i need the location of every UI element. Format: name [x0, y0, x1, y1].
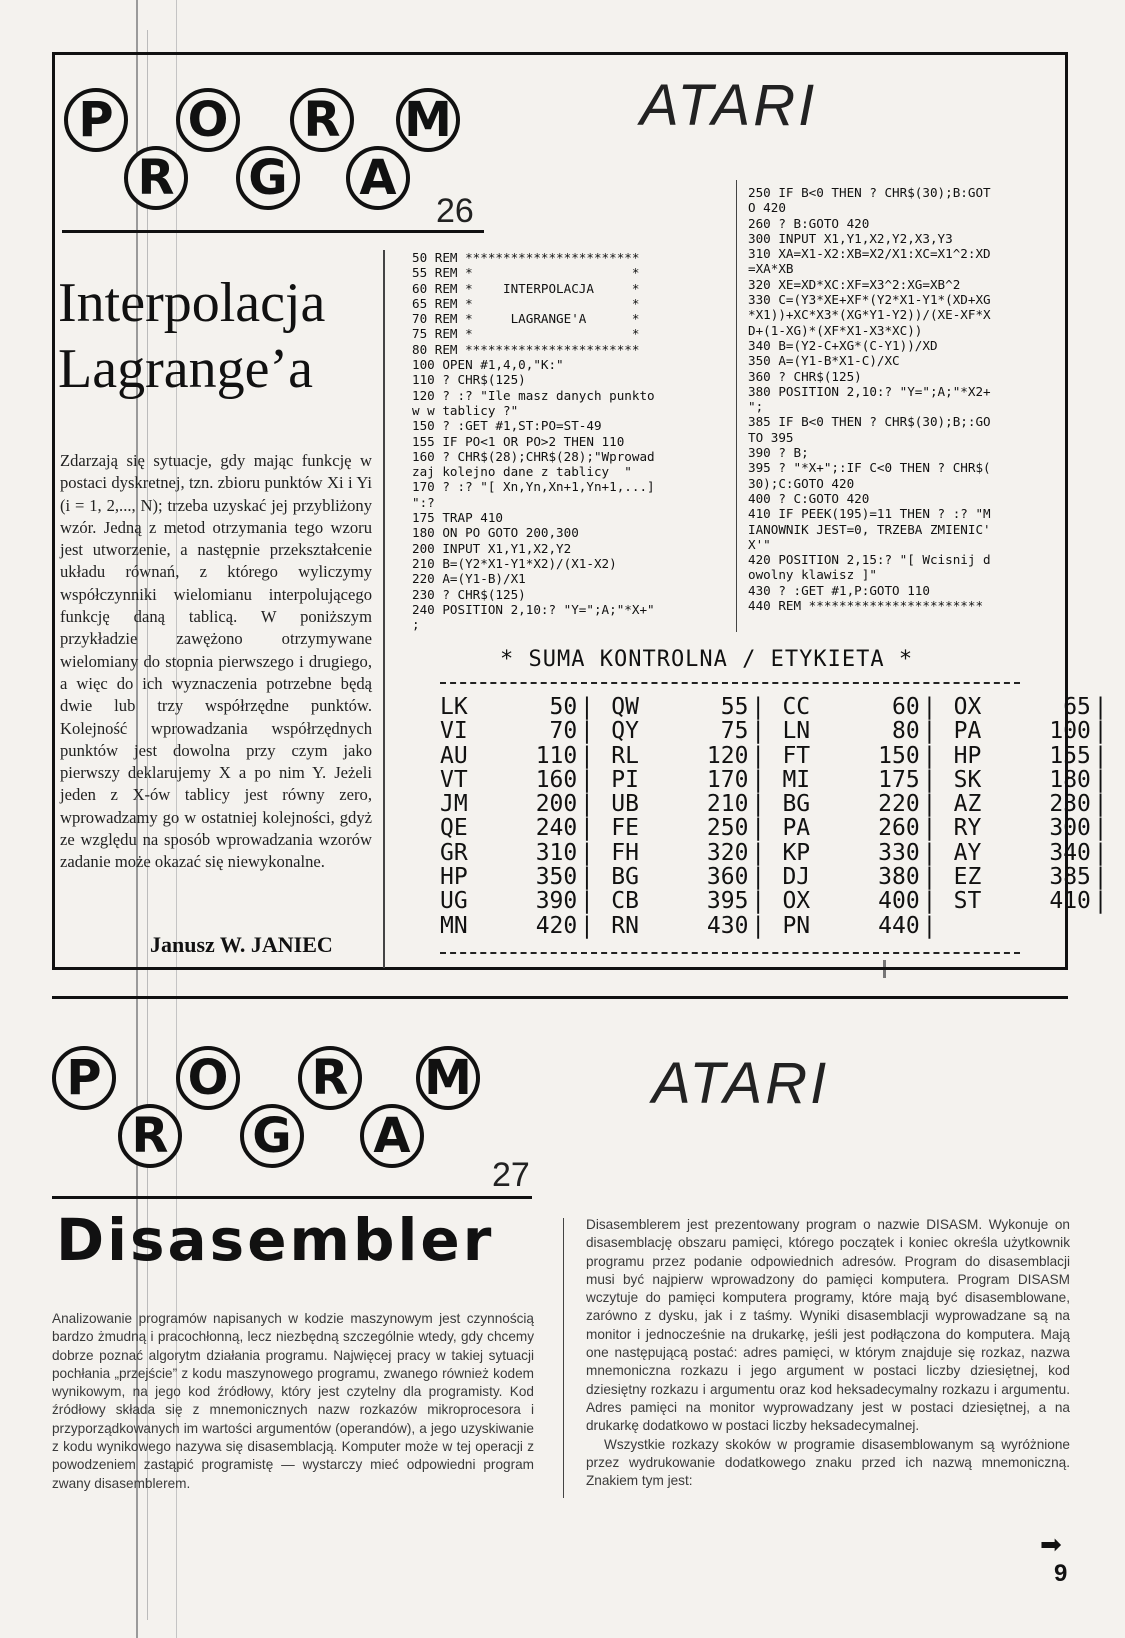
logo-letter: O [176, 1046, 240, 1110]
checksum-line-number: 80 [891, 718, 920, 745]
logo-letter: G [236, 146, 300, 210]
logo-letter: R [298, 1046, 362, 1110]
checksum-label: HP [440, 864, 468, 891]
checksum-label: PN [782, 912, 811, 939]
checksum-separator: | [580, 718, 594, 745]
checksum-line-number: 250 [706, 815, 749, 842]
checksum-line-number: 385 [1049, 864, 1091, 891]
checksum-label: QW [611, 694, 639, 720]
checksum-row [440, 816, 1125, 840]
column-divider-2 [563, 1218, 564, 1498]
checksum-label: LN [782, 718, 811, 745]
checksum-label: MN [440, 912, 468, 939]
checksum-label: MI [782, 766, 811, 793]
checksum-line-number: 120 [706, 742, 749, 769]
checksum-line-number: 110 [535, 742, 578, 769]
checksum-separator: | [580, 742, 594, 769]
article-body-col1: Analizowanie programów napisanych w kodzie maszynowym jest czynnością bardzo żmudną i pracochłonną, lecz niezbędną szczególnie wtedy, gdy chcemy dobrze poznać algorytm działania programu. Najwięcej pracy w takiej sytuacji pochłania „przejście” z kodu maszynowego programu, zwanego również kodem wynikowym, na jego kod źródłowy, który jest czytelny dla programisty. Kod źródłowy składa się z mnemonicznych nazw rozkazów mikroprocesora i przyporządkowanych im wartości argumentów (operandów), a jego uzyskiwanie z kodu wynikowego nazywa się disasemblacją. Komputer może w tej operacji z powodzeniem zastąpić programistę — wystarczy mieć odpowiedni program zwany disasemblerem. [52, 1311, 534, 1491]
title-line-1: Interpolacja [58, 272, 326, 334]
checksum-title: * SUMA KONTROLNA / ETYKIETA * [500, 647, 914, 672]
checksum-separator: | [922, 718, 937, 745]
col2-paragraph-2: Wszystkie rozkazy skoków w programie disasemblowanym są wyróżnione przez wydrukowanie dodatkowego znaku przed ich nazwą mnemoniczną. Znakiem tym jest: [586, 1436, 1070, 1489]
checksum-label: CC [782, 694, 811, 720]
continue-arrow-icon: ➡ [1040, 1530, 1062, 1560]
checksum-row [440, 914, 1125, 938]
checksum-line-number: 55 [720, 694, 749, 720]
checksum-label: RN [611, 912, 639, 939]
checksum-label: AY [953, 839, 982, 866]
checksum-line-number [1031, 914, 1091, 938]
checksum-label: OX [953, 694, 982, 720]
checksum-separator: | [1093, 815, 1108, 842]
checksum-separator: | [580, 815, 594, 842]
issue-number: 26 [436, 192, 474, 230]
checksum-line-number: 210 [706, 791, 749, 818]
checksum-row [440, 865, 1125, 889]
checksum-row [440, 695, 1125, 719]
checksum-line-number: 440 [878, 912, 920, 939]
code-listing-right: 250 IF B<0 THEN ? CHR$(30);B:GOT O 420 260 ? B:GOTO 420 300 INPUT X1,Y1,X2,Y2,X3,Y3 310 XA=X1-X2:XB=X2/X1:XC=X1^2:XD =XA*XB 320 XE=XD*XC:XF=X3^2:XG=XB^2 330 C=(Y3*XE+XF*(Y2*X1-Y1*(XD+XG *X1))+XC*X3*(XG*Y1-Y2))/(XE-XF*X D+(1-XG)*(XF*X1-X3*XC)) 340 B=(Y2-C+XG*(C-Y1))/XD 350 A=(Y1-B*X1-C)/XC 360 ? CHR$(125) 380 POSITION 2,10:? "Y=";A;"*X2+ "; 385 IF B<0 THEN ? CHR$(30);B;:GO TO 395 390 ? B; 395 ? "*X+";:IF C<0 THEN ? CHR$( 30);C:GOTO 420 400 ? C:GOTO 420 410 IF PEEK(195)=11 THEN ? :? "M IANOWNIK JEST=0, TRZEBA ZMIENIC' X'" 420 POSITION 2,15:? "[ Wcisnij d owolny klawisz ]" 430 ? :GET #1,P:GOTO 110 440 REM *********************** [748, 185, 991, 614]
article-author: Janusz W. JANIEC [150, 932, 333, 957]
checksum-line-number: 100 [1049, 718, 1091, 745]
checksum-line-number: 150 [878, 742, 920, 769]
checksum-separator: | [1093, 766, 1108, 793]
title-rule [62, 230, 484, 233]
checksum-separator: | [751, 864, 766, 891]
column-divider [383, 250, 385, 968]
checksum-separator: | [922, 791, 937, 818]
checksum-label: EZ [953, 864, 982, 891]
checksum-label: JM [440, 791, 468, 818]
logo-letter: R [290, 88, 354, 152]
checksum-separator: | [922, 839, 937, 866]
checksum-label: GR [440, 839, 468, 866]
checksum-separator: | [751, 791, 766, 818]
checksum-label: UB [611, 791, 639, 818]
checksum-separator: | [1093, 864, 1108, 891]
checksum-label: VT [440, 766, 468, 793]
checksum-label: PI [611, 766, 639, 793]
checksum-line-number: 160 [535, 766, 578, 793]
title-line-2: Lagrange’a [58, 338, 313, 400]
checksum-separator: | [580, 912, 594, 939]
checksum-separator: | [1093, 791, 1108, 818]
checksum-row [440, 719, 1125, 743]
checksum-label: UG [440, 888, 468, 915]
checksum-label: CB [611, 888, 639, 915]
checksum-line-number: 170 [706, 766, 749, 793]
checksum-separator: | [751, 815, 766, 842]
platform-label-2: ATARI [652, 1051, 830, 1116]
checksum-line-number: 310 [535, 839, 578, 866]
page-number: 9 [1054, 1560, 1068, 1587]
logo-letter: O [176, 88, 240, 152]
checksum-row [440, 889, 1125, 913]
checksum-line-number: 155 [1049, 742, 1091, 769]
checksum-line-number: 50 [549, 694, 578, 720]
checksum-line-number: 180 [1049, 766, 1091, 793]
checksum-line-number: 260 [878, 815, 920, 842]
checksum-label: FH [611, 839, 639, 866]
checksum-separator: | [922, 888, 937, 915]
checksum-label: OX [782, 888, 811, 915]
checksum-line-number: 230 [1049, 791, 1091, 818]
checksum-separator: | [580, 864, 594, 891]
logo-letter: M [416, 1046, 480, 1110]
checksum-line-number: 350 [535, 864, 578, 891]
checksum-separator: | [580, 888, 594, 915]
checksum-separator: | [1093, 839, 1108, 866]
checksum-line-number: 175 [878, 766, 920, 793]
checksum-line-number: 220 [878, 791, 920, 818]
checksum-separator: | [1093, 718, 1108, 745]
col2-paragraph-1: Disasemblerem jest prezentowany program o nazwie DISASM. Wykonuje on disasemblację obszaru pamięci, którego początek i koniec określa użytkownik programu przez podanie odpowiednich adresów. Program do disasemblacji musi być najpierw wprowadzony do pamięci komputera. Program DISASM wczytuje do pamięci komputera programy, które mają być disasemblowane, zarówno z dysku, jak i z taśmy. Wyniki disasemblacji wyprowadzane są na monitor i jednocześnie na drukarkę, jeśli jest podłączona do komputera. Mają one następującą postać: adres pamięci, w którym znajduje się rozkaz, nazwa mnemoniczna rozkazu i jego argument w postaci liczby dziesiętnej, kod dziesiętny rozkazu i argumentu oraz kod heksadecymalny rozkazu i argumentu. Adres pamięci na monitor wyprowadzany jest w postaci dziesiętnej, a na drukarkę dodatkowo w postaci liczby heksadecymalnej. [586, 1217, 1070, 1434]
checksum-label: FT [782, 742, 811, 769]
logo-letter: A [360, 1104, 424, 1168]
checksum-label: RY [953, 815, 982, 842]
checksum-line-number: 400 [878, 888, 920, 915]
checksum-separator: | [922, 766, 937, 793]
checksum-line-number: 330 [878, 839, 920, 866]
checksum-label: ST [953, 888, 982, 915]
checksum-label: BG [782, 791, 811, 818]
checksum-line-number: 70 [549, 718, 578, 745]
checksum-separator [1091, 914, 1110, 938]
checksum-separator: | [922, 742, 937, 769]
checksum-separator: | [580, 766, 594, 793]
program-logo [62, 80, 492, 230]
checksum-label: LK [440, 694, 468, 720]
code-divider [736, 180, 737, 632]
checksum-label: KP [782, 839, 811, 866]
checksum-label: QY [611, 718, 639, 745]
checksum-separator: | [922, 694, 937, 720]
code-listing-left: 50 REM *********************** 55 REM * * 60 REM * INTERPOLACJA * 65 REM * * 70 REM * LAGRANGE'A * 75 REM * * 80 REM *********************** 100 OPEN #1,4,0,"K:" 110 ? CHR$(125) 120 ? :? "Ile masz danych punkto w w tablicy ?" 150 ? :GET #1,ST:PO=ST-49 155 IF PO<1 OR PO>2 THEN 110 160 ? CHR$(28);CHR$(28);"Wprowad zaj kolejno dane z tablicy " 170 ? :? "[ Xn,Yn,Xn+1,Yn+1,...] ":? 175 TRAP 410 180 ON PO GOTO 200,300 200 INPUT X1,Y1,X2,Y2 210 B=(Y2*X1-Y1*X2)/(X1-X2) 220 A=(Y1-B)/X1 230 ? CHR$(125) 240 POSITION 2,10:? "Y=";A;"*X+" ; [412, 250, 655, 633]
checksum-line-number: 395 [706, 888, 749, 915]
checksum-label: DJ [782, 864, 811, 891]
checksum-table [440, 695, 1125, 938]
logo-letter: A [346, 146, 410, 210]
section-rule [52, 996, 1068, 999]
checksum-separator: | [751, 766, 766, 793]
checksum-label: HP [953, 742, 982, 769]
logo-letter: G [240, 1104, 304, 1168]
checksum-line-number: 360 [706, 864, 749, 891]
checksum-label [954, 914, 1031, 938]
checksum-line-number: 320 [706, 839, 749, 866]
article-body-col2 [586, 1216, 1070, 1490]
checksum-separator: | [1093, 694, 1108, 720]
checksum-line-number: 410 [1049, 888, 1091, 915]
checksum-label: AU [440, 742, 468, 769]
checksum-label: RL [611, 742, 639, 769]
checksum-label: BG [611, 864, 639, 891]
checksum-separator: | [751, 742, 766, 769]
checksum-separator: | [922, 864, 937, 891]
checksum-rule-bottom [440, 952, 1020, 954]
checksum-line-number: 430 [706, 912, 749, 939]
checksum-separator: | [751, 694, 766, 720]
checksum-label: FE [611, 815, 639, 842]
checksum-line-number: 65 [1063, 694, 1091, 720]
checksum-separator: | [751, 839, 766, 866]
article-title-2: Disasembler [56, 1206, 495, 1274]
checksum-separator: | [751, 718, 766, 745]
checksum-line-number: 340 [1049, 839, 1091, 866]
checksum-label: QE [440, 815, 468, 842]
article-title [58, 270, 325, 402]
program-logo-2 [50, 1038, 480, 1188]
checksum-line-number: 60 [891, 694, 920, 720]
checksum-separator: | [922, 815, 937, 842]
article-intro: Zdarzają się sytuacje, gdy mając funkcję w postaci dyskretnej, tzn. zbioru punktów Xi i Yi (i = 1, 2,..., N); trzeba uzyskać jej przybliżony wzór. Jedną z metod otrzymania tego wzoru jest utworzenie, a następnie przekształcenie układu równań, z którego wyliczymy współczynniki wielomianu interpolującego funkcję daną tablicą. W poniższym przykładzie zawężono otrzymywane wielomiany do stopnia pierwszego i drugiego, a więc do ich wyznaczenia potrzebne będą dwie lub trzy współrzędne punktów. Kolejność wprowadzania współrzędnych punktów jest dowolna przy czym jako pierwszy deklarujemy X a po nim Y. Jeżeli jeden z X-ów tablicy jest równy zero, wprowadzamy go w ostatniej kolejności, gdyż ze względu na sposób wprowadzania wzorów zadanie może okazać się niewykonalne. [60, 451, 372, 872]
checksum-label: VI [440, 718, 468, 745]
checksum-line-number: 75 [720, 718, 749, 745]
checksum-separator: | [751, 888, 766, 915]
checksum-label: SK [953, 766, 982, 793]
checksum-row [440, 744, 1125, 768]
checksum-label: AZ [953, 791, 982, 818]
checksum-line-number: 240 [535, 815, 578, 842]
logo-letter: R [124, 146, 188, 210]
checksum-separator: | [580, 694, 594, 720]
checksum-line-number: 380 [878, 864, 920, 891]
checksum-row [440, 792, 1125, 816]
checksum-separator: | [1093, 742, 1108, 769]
checksum-line-number: 420 [535, 912, 578, 939]
checksum-separator: | [580, 839, 594, 866]
logo-letter: P [52, 1046, 116, 1110]
logo-letter: R [118, 1104, 182, 1168]
logo-letter: P [64, 88, 128, 152]
checksum-separator: | [922, 912, 937, 939]
checksum-row [440, 768, 1125, 792]
checksum-separator: | [1093, 888, 1108, 915]
checksum-line-number: 390 [535, 888, 578, 915]
checksum-line-number: 200 [535, 791, 578, 818]
checksum-separator: | [580, 791, 594, 818]
title-rule-2 [52, 1196, 532, 1199]
checksum-line-number: 300 [1049, 815, 1091, 842]
logo-letter: M [396, 88, 460, 152]
platform-label: ATARI [640, 73, 818, 138]
checksum-separator: | [751, 912, 766, 939]
checksum-row [440, 841, 1125, 865]
checksum-label: PA [953, 718, 982, 745]
issue-number-2: 27 [492, 1156, 530, 1194]
checksum-label: PA [782, 815, 811, 842]
checksum-rule-top [440, 682, 1020, 684]
